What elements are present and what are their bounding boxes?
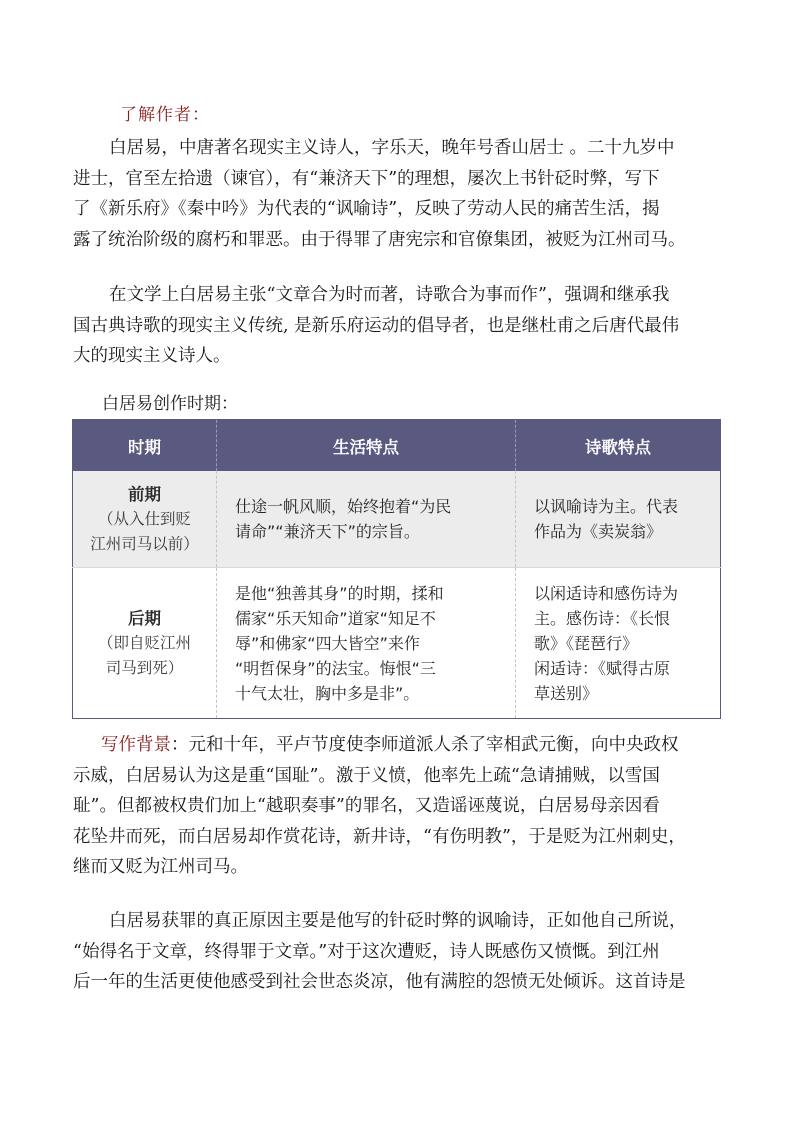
- text-line: 国古典诗歌的现实主义传统, 是新乐府运动的倡导者，也是继杜甫之后唐代最伟: [73, 315, 680, 336]
- reason-paragraph: [73, 906, 687, 998]
- header-poetry: 诗歌特点: [516, 420, 721, 472]
- cell-line: 草送别》: [534, 683, 599, 703]
- author-paragraph: [73, 133, 686, 255]
- header-period: 时期: [73, 420, 217, 472]
- cell-line: 以讽喻诗为主。代表: [534, 497, 679, 516]
- text-line: “始得名于文章，终得罪于文章。”对于这次遭贬，诗人既感伤又愤慨。到江州: [73, 941, 660, 962]
- text-line: 在文学上白居易主张“文章合为时而著，诗歌合为事而作”，强调和继承我: [109, 285, 670, 305]
- cell-line: 请命”“兼济天下”的宗旨。: [235, 522, 420, 541]
- cell-line: 歌》《琵琶行》: [534, 633, 639, 653]
- cell-line: 仕途一帆风顺，始终抱着“为民: [235, 497, 452, 516]
- period-cell: [73, 568, 217, 719]
- text-fragment: ：元和十年，平卢节度使李师道派人杀了宰相武元衡，向中央政权: [171, 735, 679, 755]
- life-cell: [217, 568, 516, 719]
- period-name: 后期: [128, 608, 161, 628]
- text-line: 花坠井而死，而白居易却作赏花诗，新井诗，“有伤明教”，于是贬为江州刺史，: [73, 826, 686, 847]
- cell-line: 辱”和佛家“四大皆空”来作: [235, 633, 420, 653]
- table-header-row: [73, 420, 721, 472]
- period-cell: [73, 471, 217, 568]
- text-line: 继而又贬为江州司马。: [73, 857, 248, 877]
- literature-paragraph: [73, 280, 679, 372]
- cell-line: 作品为《卖炭翁》: [534, 522, 663, 541]
- background-paragraph: [73, 730, 686, 883]
- period-desc-line: 江州司马以前）: [90, 534, 199, 553]
- period-desc-line: （即自贬江州: [97, 633, 191, 652]
- cell-line: 主。感伤诗：《长恨: [534, 608, 671, 628]
- text-line: 大的现实主义诗人。: [73, 346, 231, 366]
- text-line: 示威，白居易认为这是重“国耻”。激于义愤，他率先上疏“急请捕贼，以雪国: [73, 765, 660, 786]
- author-heading: 了解作者：: [120, 105, 210, 125]
- background-heading: 写作背景: [101, 735, 171, 755]
- text-line: [73, 730, 686, 761]
- table-row: [73, 568, 721, 719]
- life-cell: [217, 471, 516, 568]
- cell-line: 闲适诗：《赋得古原: [534, 658, 671, 678]
- poetry-cell: [516, 471, 721, 568]
- text-line: 耻”。但都被权贵们加上“越职奏事”的罪名，又造谣诬蔑说，白居易母亲因看: [73, 796, 660, 816]
- text-line: 白居易获罪的真正原因主要是他写的针砭时弊的讽喻诗，正如他自己所说，: [109, 911, 687, 931]
- cell-line: “明哲保身”的法宝。悔恨“三: [235, 658, 436, 678]
- cell-line: 是他“独善其身”的时期，揉和: [235, 583, 444, 603]
- periods-label: 白居易创作时期：: [102, 394, 238, 414]
- period-desc-line: （从入仕到贬: [97, 509, 191, 528]
- header-life: 生活特点: [217, 420, 516, 472]
- text-line: 进士，官至左拾遗（谏官），有“兼济天下”的理想，屡次上书针砭时弊，写下: [73, 168, 660, 189]
- text-line: 白居易，中唐著名现实主义诗人，字乐天，晚年号香山居士 。二十九岁中: [109, 138, 675, 158]
- cell-line: 儒家“乐天知命”道家“知足不: [235, 608, 436, 628]
- text-line: 后一年的生活更使他感受到社会世态炎凉，他有满腔的怨愤无处倾诉。这首诗是: [73, 972, 686, 992]
- creation-periods-table: [72, 419, 721, 719]
- cell-line: 十气太壮，胸中多是非”。: [235, 683, 420, 703]
- text-line: 了《新乐府》《秦中吟》为代表的“讽喻诗”，反映了劳动人民的痛苦生活，揭: [73, 199, 660, 219]
- period-name: 前期: [128, 484, 161, 504]
- cell-line: 以闲适诗和感伤诗为: [534, 583, 679, 603]
- table-row: [73, 471, 721, 568]
- period-desc-line: 司马到死）: [105, 658, 184, 677]
- text-line: 露了统治阶级的腐朽和罪恶。由于得罪了唐宪宗和官僚集团，被贬为江州司马。: [73, 229, 686, 250]
- poetry-cell: [516, 568, 721, 719]
